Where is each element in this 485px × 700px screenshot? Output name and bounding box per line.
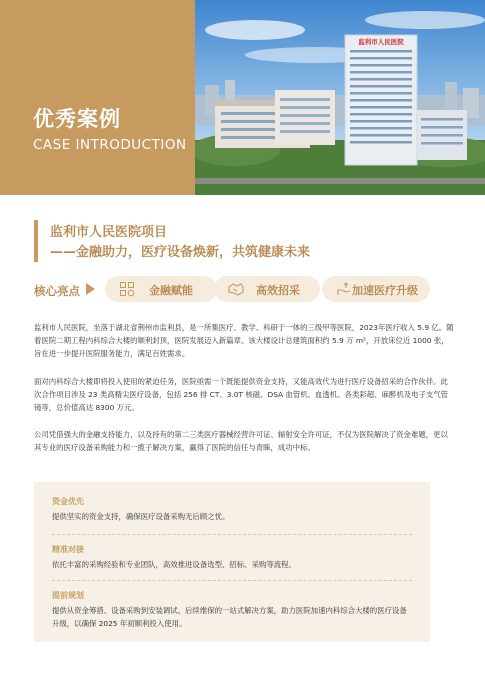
highlight-label: 加速医疗升级 bbox=[352, 284, 418, 297]
benefit-item bbox=[52, 544, 412, 572]
benefit-title: 资金优先 bbox=[52, 497, 84, 506]
page-title: 优秀案例 bbox=[33, 107, 121, 131]
highlight-label: 高效招采 bbox=[256, 284, 300, 297]
building-sign: 监利市人民医院 bbox=[358, 38, 404, 46]
hospital-photo bbox=[195, 0, 485, 195]
upgrade-hand-icon bbox=[336, 281, 352, 297]
paragraph-result: 公司凭借强大的金融支持能力，以及持有的第二三类医疗器械经营许可证、辐射安全许可证，不仅为医院解决了资金难题，更以其专业的医疗设备采购能力和一揽子解决方案，赢得了医院的信任与青睐，成功中标。 bbox=[34, 430, 448, 453]
highlight-pill-procurement bbox=[214, 276, 320, 302]
highlight-pill-finance bbox=[105, 276, 217, 302]
benefit-title: 提前规划 bbox=[52, 591, 84, 600]
hero-banner bbox=[0, 0, 485, 195]
highlights-label: 核心亮点 bbox=[34, 284, 80, 298]
benefits-box bbox=[34, 482, 430, 642]
benefit-text: 提供坚实的资金支持，确保医疗设备采购无后顾之忧。 bbox=[52, 512, 230, 521]
dashed-divider bbox=[52, 580, 412, 581]
highlight-pill-upgrade bbox=[322, 276, 430, 302]
dashed-divider bbox=[52, 534, 412, 535]
paragraph-intro: 监利市人民医院，坐落于湖北省荆州市监利县，是一所集医疗、教学、科研于一体的三级甲等医院，2023年医疗收入 5.9 亿。随着医院二期工程内科综合大楼的顺利封顶，医院发展迈入新篇章。该大楼设计总建筑面积约 5.9 万 m²，开放床位近 1000 张，旨在进一步提升医院服务能力，满足百姓需求。 bbox=[34, 323, 454, 359]
project-slogan: ——金融助力，医疗设备焕新，共筑健康未来 bbox=[50, 245, 311, 260]
project-heading bbox=[34, 220, 454, 262]
hero-title-panel bbox=[0, 0, 195, 195]
project-title: 监利市人民医院项目 bbox=[50, 225, 168, 240]
page-subtitle: CASE INTRODUCTION bbox=[33, 137, 187, 153]
play-arrow-icon bbox=[86, 283, 95, 295]
paragraph-need: 面对内科综合大楼即将投入使用的紧迫任务，医院亟需一个既能提供资金支持，又能高效代为进行医疗设备招采的合作伙伴。此次合作项目涉及 23 类高精尖医疗设备，包括 256 排 CT、3.0T 核磁、DSA 血管机、血透机、各类彩超、麻醉机及电子支气管镜等，总价值高达 8300 万元。 bbox=[34, 377, 449, 413]
benefit-item bbox=[52, 590, 412, 631]
accent-bar bbox=[34, 220, 38, 262]
benefit-text: 提供从资金筹措、设备采购到安装调试、后续维保的一站式解决方案，助力医院加速内科综合大楼的医疗设备升级，以确保 2025 年初顺利投入使用。 bbox=[52, 606, 407, 628]
benefit-text: 依托丰富的采购经验和专业团队，高效推进设备选型、招标、采购等流程。 bbox=[52, 560, 296, 569]
handshake-icon bbox=[228, 281, 244, 297]
benefit-item bbox=[52, 496, 412, 524]
finance-grid-icon bbox=[119, 281, 135, 297]
highlight-label: 金融赋能 bbox=[149, 284, 193, 297]
benefit-title: 精准对接 bbox=[52, 545, 84, 554]
